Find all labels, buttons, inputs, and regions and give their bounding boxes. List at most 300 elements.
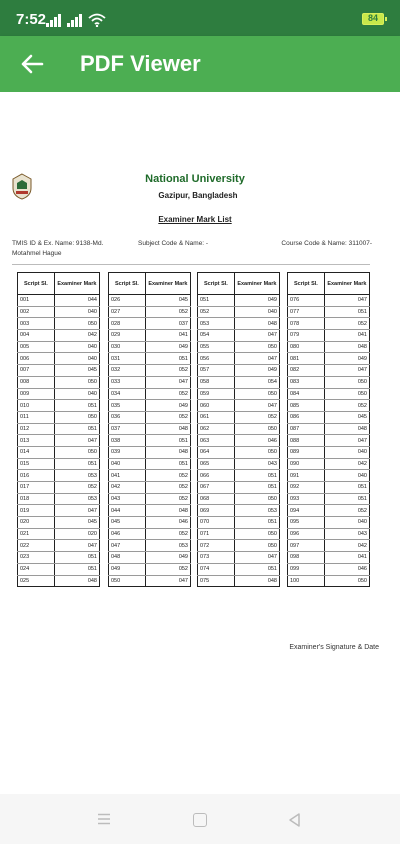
status-icons [46, 11, 106, 27]
examiner-mark-cell: 053 [54, 470, 99, 482]
table-row [18, 341, 100, 353]
table-row [109, 575, 191, 587]
examiner-mark-cell: 051 [234, 482, 279, 494]
examiner-mark-cell: 047 [234, 400, 279, 412]
table-row [18, 400, 100, 412]
script-sl-cell: 070 [198, 517, 235, 529]
script-sl-cell: 002 [18, 306, 55, 318]
table-row [18, 493, 100, 505]
examiner-mark-cell: 049 [234, 295, 279, 307]
examiner-mark-cell: 051 [145, 458, 190, 470]
examiner-mark-cell: 051 [145, 435, 190, 447]
table-row [18, 306, 100, 318]
examiner-mark-cell: 050 [54, 411, 99, 423]
script-sl-cell: 060 [198, 400, 235, 412]
script-sl-cell: 008 [18, 376, 55, 388]
table-row [198, 376, 280, 388]
examiner-mark-cell: 040 [324, 517, 369, 529]
table-row [109, 517, 191, 529]
script-sl-cell: 081 [288, 353, 325, 365]
script-sl-cell: 057 [198, 365, 235, 377]
examiner-mark-cell: 049 [145, 400, 190, 412]
pdf-page[interactable] [0, 92, 400, 794]
examiner-mark-cell: 044 [54, 295, 99, 307]
script-sl-cell: 088 [288, 435, 325, 447]
mark-table-block [108, 272, 191, 587]
table-row [198, 493, 280, 505]
battery-icon [362, 13, 384, 25]
script-sl-cell: 077 [288, 306, 325, 318]
header-examiner-mark: Examiner Mark [54, 273, 99, 295]
divider [12, 264, 370, 265]
table-row [18, 411, 100, 423]
examiner-mark-cell: 050 [54, 318, 99, 330]
examiner-mark-cell: 051 [324, 482, 369, 494]
examiner-mark-cell: 052 [145, 563, 190, 575]
script-sl-cell: 079 [288, 330, 325, 342]
examiner-mark-cell: 050 [234, 446, 279, 458]
script-sl-cell: 017 [18, 482, 55, 494]
table-row [288, 528, 370, 540]
examiner-mark-cell: 052 [54, 482, 99, 494]
table-row [109, 365, 191, 377]
table-row [288, 353, 370, 365]
script-sl-cell: 003 [18, 318, 55, 330]
table-row [109, 330, 191, 342]
script-sl-cell: 071 [198, 528, 235, 540]
examiner-mark-cell: 052 [145, 411, 190, 423]
examiner-mark-cell: 049 [145, 552, 190, 564]
course-info: Course Code & Name: 311007- [281, 240, 372, 247]
examiner-mark-cell: 051 [54, 400, 99, 412]
examiner-mark-cell: 050 [324, 388, 369, 400]
examiner-mark-cell: 047 [54, 540, 99, 552]
script-sl-cell: 093 [288, 493, 325, 505]
script-sl-cell: 046 [109, 528, 146, 540]
script-sl-cell: 021 [18, 528, 55, 540]
table-row [109, 563, 191, 575]
table-row [109, 458, 191, 470]
script-sl-cell: 022 [18, 540, 55, 552]
examiner-mark-cell: 050 [234, 341, 279, 353]
table-row [109, 341, 191, 353]
script-sl-cell: 083 [288, 376, 325, 388]
table-row [198, 458, 280, 470]
back-triangle-icon[interactable] [287, 812, 301, 828]
table-row [109, 446, 191, 458]
script-sl-cell: 089 [288, 446, 325, 458]
table-row [198, 330, 280, 342]
table-row [18, 470, 100, 482]
script-sl-cell: 100 [288, 575, 325, 587]
document-title: Examiner Mark List [158, 215, 232, 224]
table-row [288, 341, 370, 353]
script-sl-cell: 096 [288, 528, 325, 540]
script-sl-cell: 067 [198, 482, 235, 494]
examiner-mark-cell: 052 [145, 365, 190, 377]
examiner-mark-cell: 040 [54, 306, 99, 318]
examiner-mark-cell: 040 [324, 446, 369, 458]
table-row [288, 575, 370, 587]
script-sl-cell: 058 [198, 376, 235, 388]
navigation-bar [0, 794, 400, 844]
script-sl-cell: 014 [18, 446, 55, 458]
table-row [198, 470, 280, 482]
table-row [288, 482, 370, 494]
script-sl-cell: 062 [198, 423, 235, 435]
examiner-mark-cell: 045 [324, 411, 369, 423]
table-row [18, 330, 100, 342]
script-sl-cell: 013 [18, 435, 55, 447]
table-row [18, 353, 100, 365]
examiner-mark-cell: 051 [234, 470, 279, 482]
header-script-sl: Script Sl. [109, 273, 146, 295]
examiner-mark-cell: 020 [54, 528, 99, 540]
table-row [198, 295, 280, 307]
examiner-mark-cell: 051 [324, 306, 369, 318]
script-sl-cell: 016 [18, 470, 55, 482]
table-row [198, 517, 280, 529]
table-row [18, 435, 100, 447]
examiner-mark-cell: 040 [54, 341, 99, 353]
examiner-mark-cell: 042 [54, 330, 99, 342]
table-row [288, 517, 370, 529]
examiner-mark-cell: 040 [54, 388, 99, 400]
examiner-mark-cell: 047 [54, 505, 99, 517]
table-row [288, 470, 370, 482]
script-sl-cell: 026 [109, 295, 146, 307]
script-sl-cell: 082 [288, 365, 325, 377]
script-sl-cell: 098 [288, 552, 325, 564]
app-title: PDF Viewer [80, 51, 201, 76]
examiner-mark-cell: 051 [54, 552, 99, 564]
script-sl-cell: 043 [109, 493, 146, 505]
script-sl-cell: 092 [288, 482, 325, 494]
script-sl-cell: 049 [109, 563, 146, 575]
script-sl-cell: 047 [109, 540, 146, 552]
examiner-mark-cell: 050 [324, 575, 369, 587]
table-row [109, 528, 191, 540]
examiner-mark-cell: 051 [234, 517, 279, 529]
table-row [18, 482, 100, 494]
script-sl-cell: 012 [18, 423, 55, 435]
table-row [18, 505, 100, 517]
table-row [198, 435, 280, 447]
table-row [18, 540, 100, 552]
script-sl-cell: 055 [198, 341, 235, 353]
table-row [18, 575, 100, 587]
script-sl-cell: 019 [18, 505, 55, 517]
examiner-mark-cell: 051 [234, 563, 279, 575]
script-sl-cell: 084 [288, 388, 325, 400]
table-row [109, 388, 191, 400]
examiner-mark-cell: 037 [145, 318, 190, 330]
script-sl-cell: 023 [18, 552, 55, 564]
examiner-mark-cell: 052 [145, 470, 190, 482]
examiner-mark-cell: 048 [54, 575, 99, 587]
home-square-icon[interactable] [193, 813, 207, 827]
table-row [198, 318, 280, 330]
cellular-signal-icon [67, 13, 82, 27]
tmis-info: TMIS ID & Ex. Name: 9138-Md. Motahmel Hague [12, 240, 104, 257]
examiner-mark-cell: 042 [324, 458, 369, 470]
script-sl-cell: 031 [109, 353, 146, 365]
battery-level: 84 [367, 13, 378, 23]
script-sl-cell: 018 [18, 493, 55, 505]
table-row [198, 411, 280, 423]
examiner-mark-cell: 048 [324, 341, 369, 353]
examiner-mark-cell: 052 [145, 388, 190, 400]
script-sl-cell: 040 [109, 458, 146, 470]
table-row [18, 458, 100, 470]
script-sl-cell: 076 [288, 295, 325, 307]
table-row [109, 435, 191, 447]
script-sl-cell: 004 [18, 330, 55, 342]
table-row [288, 563, 370, 575]
examiner-mark-cell: 043 [324, 528, 369, 540]
examiner-mark-cell: 047 [234, 552, 279, 564]
examiner-mark-cell: 050 [324, 376, 369, 388]
script-sl-cell: 061 [198, 411, 235, 423]
script-sl-cell: 036 [109, 411, 146, 423]
table-row [109, 505, 191, 517]
university-name: National University [145, 173, 245, 185]
script-sl-cell: 035 [109, 400, 146, 412]
table-row [198, 365, 280, 377]
script-sl-cell: 066 [198, 470, 235, 482]
table-row [288, 400, 370, 412]
table-row [18, 376, 100, 388]
table-row [288, 493, 370, 505]
script-sl-cell: 054 [198, 330, 235, 342]
script-sl-cell: 025 [18, 575, 55, 587]
table-row [288, 376, 370, 388]
examiner-mark-cell: 050 [234, 423, 279, 435]
cellular-signal-icon [46, 13, 61, 27]
table-row [18, 528, 100, 540]
script-sl-cell: 024 [18, 563, 55, 575]
script-sl-cell: 011 [18, 411, 55, 423]
table-row [198, 563, 280, 575]
examiner-mark-cell: 052 [145, 528, 190, 540]
script-sl-cell: 007 [18, 365, 55, 377]
header-script-sl: Script Sl. [18, 273, 55, 295]
script-sl-cell: 042 [109, 482, 146, 494]
examiner-mark-cell: 042 [324, 540, 369, 552]
script-sl-cell: 038 [109, 435, 146, 447]
script-sl-cell: 097 [288, 540, 325, 552]
table-row [288, 411, 370, 423]
table-row [198, 341, 280, 353]
examiner-mark-cell: 053 [54, 493, 99, 505]
status-bar [0, 0, 400, 36]
table-row [198, 540, 280, 552]
examiner-mark-cell: 054 [234, 376, 279, 388]
script-sl-cell: 044 [109, 505, 146, 517]
script-sl-cell: 053 [198, 318, 235, 330]
examiner-mark-cell: 051 [54, 458, 99, 470]
table-row [109, 411, 191, 423]
script-sl-cell: 029 [109, 330, 146, 342]
examiner-signature-label: Examiner's Signature & Date [289, 644, 379, 651]
script-sl-cell: 039 [109, 446, 146, 458]
table-row [109, 423, 191, 435]
examiner-mark-cell: 048 [145, 505, 190, 517]
subject-info: Subject Code & Name: - [138, 240, 209, 247]
wifi-icon [88, 13, 106, 27]
examiner-mark-cell: 050 [234, 493, 279, 505]
examiner-mark-cell: 046 [324, 563, 369, 575]
table-row [109, 470, 191, 482]
examiner-mark-cell: 052 [234, 411, 279, 423]
examiner-mark-cell: 048 [145, 446, 190, 458]
examiner-mark-cell: 050 [234, 528, 279, 540]
examiner-mark-cell: 048 [145, 423, 190, 435]
script-sl-cell: 075 [198, 575, 235, 587]
table-row [288, 435, 370, 447]
examiner-mark-cell: 053 [234, 505, 279, 517]
examiner-mark-cell: 050 [54, 446, 99, 458]
table-row [198, 505, 280, 517]
table-row [18, 446, 100, 458]
table-row [109, 306, 191, 318]
table-row [198, 528, 280, 540]
script-sl-cell: 099 [288, 563, 325, 575]
app-bar [0, 36, 400, 92]
university-city: Gazipur, Bangladesh [158, 191, 238, 200]
examiner-mark-cell: 052 [324, 318, 369, 330]
table-row [198, 306, 280, 318]
script-sl-cell: 050 [109, 575, 146, 587]
header-script-sl: Script Sl. [198, 273, 235, 295]
table-row [288, 318, 370, 330]
script-sl-cell: 015 [18, 458, 55, 470]
script-sl-cell: 091 [288, 470, 325, 482]
table-row [198, 482, 280, 494]
table-row [198, 388, 280, 400]
examiner-mark-cell: 048 [234, 575, 279, 587]
header-examiner-mark: Examiner Mark [145, 273, 190, 295]
script-sl-cell: 094 [288, 505, 325, 517]
examiner-mark-cell: 047 [145, 575, 190, 587]
table-row [18, 517, 100, 529]
mark-table-block [197, 272, 280, 587]
examiner-mark-cell: 047 [54, 435, 99, 447]
script-sl-cell: 056 [198, 353, 235, 365]
script-sl-cell: 037 [109, 423, 146, 435]
examiner-mark-cell: 047 [234, 330, 279, 342]
table-row [109, 482, 191, 494]
script-sl-cell: 020 [18, 517, 55, 529]
script-sl-cell: 048 [109, 552, 146, 564]
script-sl-cell: 033 [109, 376, 146, 388]
arrow-left-icon[interactable] [18, 50, 46, 78]
script-sl-cell: 074 [198, 563, 235, 575]
examiner-mark-cell: 041 [324, 552, 369, 564]
examiner-mark-cell: 045 [54, 517, 99, 529]
table-row [288, 552, 370, 564]
script-sl-cell: 009 [18, 388, 55, 400]
table-row [288, 458, 370, 470]
script-sl-cell: 090 [288, 458, 325, 470]
table-row [18, 318, 100, 330]
examiner-mark-cell: 050 [234, 540, 279, 552]
script-sl-cell: 030 [109, 341, 146, 353]
examiner-mark-cell: 047 [324, 365, 369, 377]
examiner-mark-cell: 045 [145, 295, 190, 307]
table-row [288, 365, 370, 377]
examiner-mark-cell: 041 [324, 330, 369, 342]
table-row [18, 365, 100, 377]
examiner-mark-cell: 052 [324, 400, 369, 412]
script-sl-cell: 052 [198, 306, 235, 318]
examiner-mark-cell: 040 [324, 470, 369, 482]
table-row [288, 330, 370, 342]
table-row [198, 353, 280, 365]
table-row [288, 306, 370, 318]
menu-icon[interactable] [97, 813, 111, 825]
script-sl-cell: 051 [198, 295, 235, 307]
examiner-mark-cell: 043 [234, 458, 279, 470]
script-sl-cell: 072 [198, 540, 235, 552]
examiner-mark-cell: 046 [145, 517, 190, 529]
mark-table-block [17, 272, 100, 587]
table-row [288, 505, 370, 517]
table-row [109, 376, 191, 388]
table-row [288, 540, 370, 552]
table-row [198, 552, 280, 564]
table-row [198, 446, 280, 458]
table-row [109, 552, 191, 564]
table-row [18, 388, 100, 400]
examiner-mark-cell: 046 [234, 435, 279, 447]
table-row [198, 575, 280, 587]
examiner-mark-cell: 051 [54, 563, 99, 575]
mark-table-block [287, 272, 370, 587]
examiner-mark-cell: 052 [324, 505, 369, 517]
script-sl-cell: 027 [109, 306, 146, 318]
table-row [288, 423, 370, 435]
script-sl-cell: 080 [288, 341, 325, 353]
examiner-mark-cell: 051 [54, 423, 99, 435]
table-row [18, 295, 100, 307]
script-sl-cell: 068 [198, 493, 235, 505]
examiner-mark-cell: 048 [324, 423, 369, 435]
table-row [109, 295, 191, 307]
script-sl-cell: 028 [109, 318, 146, 330]
examiner-mark-cell: 041 [145, 330, 190, 342]
table-row [198, 423, 280, 435]
examiner-mark-cell: 047 [324, 295, 369, 307]
script-sl-cell: 001 [18, 295, 55, 307]
table-row [109, 493, 191, 505]
examiner-mark-cell: 040 [54, 353, 99, 365]
script-sl-cell: 085 [288, 400, 325, 412]
examiner-mark-cell: 048 [234, 318, 279, 330]
script-sl-cell: 064 [198, 446, 235, 458]
examiner-mark-cell: 050 [234, 388, 279, 400]
script-sl-cell: 032 [109, 365, 146, 377]
script-sl-cell: 073 [198, 552, 235, 564]
examiner-mark-cell: 045 [54, 365, 99, 377]
examiner-mark-cell: 040 [234, 306, 279, 318]
examiner-mark-cell: 049 [234, 365, 279, 377]
examiner-mark-cell: 049 [145, 341, 190, 353]
script-sl-cell: 059 [198, 388, 235, 400]
examiner-mark-cell: 047 [145, 376, 190, 388]
script-sl-cell: 078 [288, 318, 325, 330]
examiner-mark-cell: 052 [145, 482, 190, 494]
